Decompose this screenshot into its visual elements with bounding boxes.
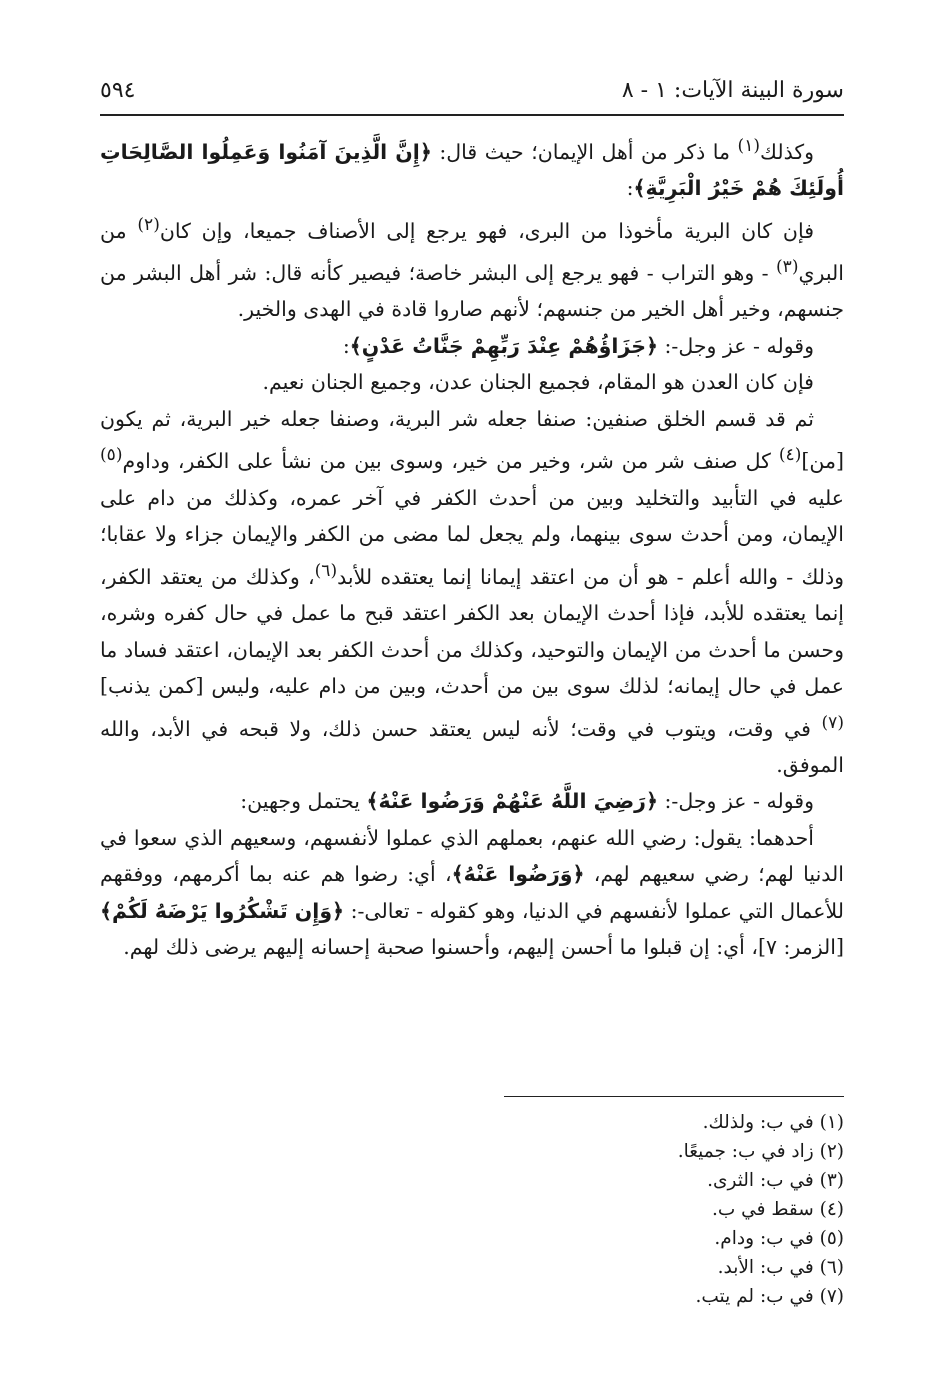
quran-verse: ﴿وَرَضُوا عَنْهُ﴾	[451, 862, 585, 887]
quran-verse: ﴿إِنَّ الَّذِينَ آمَنُوا وَعَمِلُوا الصَّالِحَاتِ أُولَئِكَ هُمْ خَيْرُ الْبَرِيَّةِ﴾	[100, 139, 844, 201]
footnote-item: (٦) في ب: الأبد.	[717, 1257, 844, 1278]
text-run: [الزمر: ٧]، أي: إن قبلوا ما أحسن إليهم، وأحسنوا صحبة إحسانه إليهم يرضى ذلك لهم.	[123, 935, 844, 960]
quran-verse: ﴿رَضِيَ اللَّهُ عَنْهُمْ وَرَضُوا عَنْهُ﴾	[366, 789, 658, 814]
footnote-item: (٣) في ب: الثرى.	[707, 1170, 844, 1191]
text-run: - وهو التراب - فهو يرجع إلى البشر خاصة؛ فيصير كأنه قال: شر أهل البشر من جنسهم، وخير أهل الخير من جنسهم؛ لأنهم صاروا قادة في الهدى والخير.	[100, 260, 844, 322]
text-run: ثم قد قسم الخلق صنفين: صنفا جعله شر البرية، وصنفا جعله خير البرية، ثم يكون [من]	[100, 406, 844, 474]
text-run: عليه في التأبيد والتخليد وبين من أحدث الكفر في آخر عمره، وكذلك من دام على الإيمان، ومن أحدث سوى بينهما، ولم يجعل لما مضى من الكفر والإيمان جزاء ولا عقابا؛ وذلك - والله أعلم - هو أن من اعتقد إيمانا إنما يعتقده للأبد	[100, 485, 844, 589]
text-run: وكذلك	[760, 139, 814, 164]
text-run: وقوله - عز وجل-:	[658, 333, 814, 358]
quran-verse: ﴿وَإِن تَشْكُرُوا يَرْضَهُ لَكُمْ﴾	[99, 898, 345, 923]
text-run: :	[626, 176, 634, 201]
footnote-item: (٤) سقط في ب.	[712, 1199, 844, 1220]
footnote-ref: (٣)	[775, 257, 799, 278]
page-number: ٥٩٤	[100, 77, 136, 103]
text-run: ، وكذلك من يعتقد الكفر، إنما يعتقده للأبد، فإذا أحدث الإيمان بعد الكفر اعتقد قبح ما عمل في حال كفره وشره، وحسن ما أحدث من الإيمان والتوحيد، وكذلك من أحدث الكفر بعد الإيمان، اعتقد فساد ما عمل في حال إيمانه؛ لذلك سوى بين من أحدث، وبين من دام عليه، وليس [كمن يذنب]	[100, 564, 844, 699]
paragraph: فإن كان العدن هو المقام، فجميع الجنان عدن، وجميع الجنان نعيم.	[262, 370, 814, 395]
text-run: وقوله - عز وجل-:	[658, 789, 814, 814]
text-run: فإن كان البرية مأخوذا من البرى، فهو يرجع إلى الأصناف جميعا، وإن كان	[159, 218, 815, 243]
footnote-item: (٢) زاد في ب: جميعًا.	[677, 1141, 844, 1162]
text-run: ما ذكر من أهل الإيمان؛ حيث قال:	[431, 139, 738, 164]
footnote-ref: (٦)	[314, 560, 338, 581]
footnote-ref: (٢)	[137, 214, 160, 235]
paragraph	[100, 783, 844, 820]
header-rule	[100, 114, 844, 116]
text-run: كل صنف شر من شر، وخير من خير، وسوى بين من نشأ على الكفر، وداوم	[122, 449, 779, 474]
quran-verse: ﴿جَزَاؤُهُمْ عِنْدَ رَبِّهِمْ جَنَّاتُ عَدْنٍ﴾	[349, 333, 658, 358]
text-run: ، أي: رضوا هم عنه بما أكرمهم، ووفقهم للأعمال التي عملوا لأنفسهم في الدنيا، وهو كقوله - تعالى-:	[100, 862, 844, 923]
text-run: في وقت، ويتوب في وقت؛ لأنه ليس يعتقد حسن ذلك، ولا قبحه في الأبد، والله الموفق.	[100, 716, 844, 777]
text-run: أحدهما: يقول: رضي الله عنهم، بعملهم الذي عملوا لأنفسهم، وسعيهم الذي سعوا في الدنيا لهم؛ رضي سعيهم لهم،	[100, 825, 844, 887]
footnote-item: (٧) في ب: لم يتب.	[695, 1286, 844, 1307]
body-text	[100, 128, 844, 966]
footnote-ref: (٥)	[100, 445, 123, 466]
footnote-item: (٥) في ب: ودام.	[714, 1228, 844, 1249]
paragraph	[100, 207, 844, 328]
footnote-item: (١) في ب: ولذلك.	[702, 1112, 844, 1133]
footnote-ref: (١)	[737, 136, 761, 156]
text-run: من البري	[100, 218, 844, 285]
footnote-separator	[504, 1096, 844, 1097]
footnote-ref: (٧)	[821, 712, 844, 733]
footnotes	[444, 1108, 844, 1311]
paragraph	[100, 820, 844, 966]
paragraph	[100, 328, 844, 365]
text-run: :	[342, 333, 350, 358]
paragraph	[100, 401, 844, 783]
running-title: سورة البينة الآيات: ١ - ٨	[621, 77, 844, 103]
text-run: يحتمل وجهين:	[240, 789, 367, 814]
footnote-ref: (٤)	[778, 445, 802, 466]
page-header	[100, 70, 844, 110]
paragraph	[100, 128, 844, 207]
